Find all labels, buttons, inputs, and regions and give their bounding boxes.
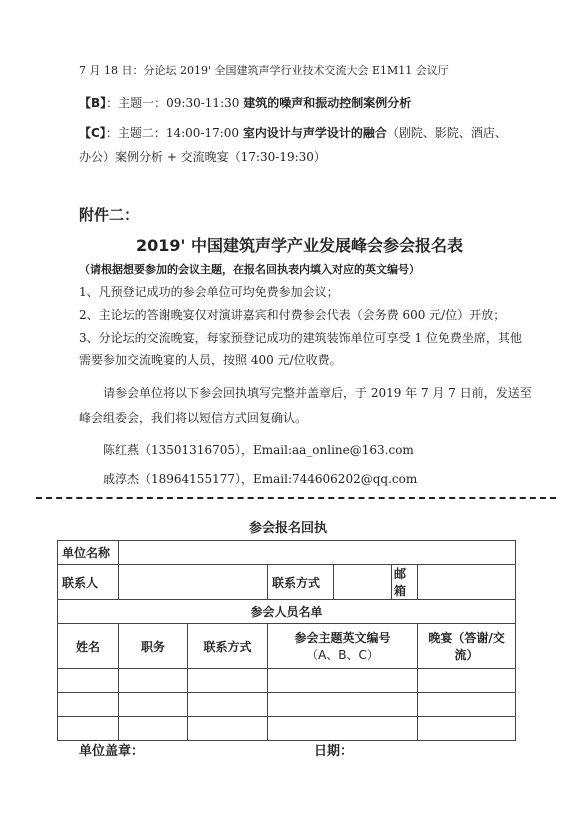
attachment-title: 2019' 中国建筑声学产业发展峰会参会报名表 [136, 236, 464, 255]
contact-method-field[interactable] [334, 565, 392, 600]
attendee-dinner-cell[interactable] [418, 693, 516, 717]
form-row-columns [58, 624, 516, 669]
attendee-topic-cell[interactable] [268, 693, 418, 717]
rule-1: 1、凡预登记成功的参会单位可均免费参加会议； [79, 285, 339, 299]
attendee-contact-cell[interactable] [188, 717, 268, 741]
attendees-header: 参会人员名单 [58, 600, 516, 624]
instruction-cont: 峰会组委会，我们将以短信方式回复确认。 [79, 411, 308, 425]
rule-3-cont: 需要参加交流晚宴的人员，按照 400 元/位收费。 [79, 353, 342, 367]
attendee-row [58, 717, 516, 741]
attendee-position-cell[interactable] [119, 669, 188, 693]
attendee-position-cell[interactable] [119, 693, 188, 717]
attendee-name-cell[interactable] [58, 693, 119, 717]
attendee-topic-cell[interactable] [268, 669, 418, 693]
attachment-label: 附件二： [79, 206, 140, 224]
attendee-dinner-cell[interactable] [418, 717, 516, 741]
attendee-name-cell[interactable] [58, 717, 119, 741]
schedule-b-time: ：主题一：09:30-11:30 [106, 96, 244, 110]
contact-person-label: 联系人 [58, 565, 119, 600]
schedule-c-title: 室内设计与声学设计的融合 [242, 126, 387, 140]
attendee-row [58, 693, 516, 717]
bracket-b: 【B】 [79, 96, 107, 110]
col-topic-line2: （A、B、C） [306, 648, 379, 662]
attendee-topic-cell[interactable] [268, 717, 418, 741]
attendee-contact-cell[interactable] [188, 693, 268, 717]
cut-line [36, 497, 556, 499]
attendee-row [58, 669, 516, 693]
form-row-contact [58, 565, 516, 600]
schedule-c-time: ：主题二：14:00-17:00 [105, 126, 243, 140]
contact-person-field[interactable] [119, 565, 268, 600]
bracket-c: 【C】 [79, 126, 106, 140]
col-dinner: 晚宴（答谢/交流） [418, 624, 516, 669]
col-name: 姓名 [58, 624, 119, 669]
col-position: 职务 [119, 624, 188, 669]
attendee-dinner-cell[interactable] [418, 669, 516, 693]
form-title: 参会报名回执 [249, 521, 328, 536]
col-topic-line1: 参会主题英文编号 [294, 631, 391, 645]
seal-label: 单位盖章： [79, 744, 145, 759]
mailbox-field[interactable] [418, 565, 516, 600]
contact-method-label: 联系方式 [268, 565, 334, 600]
attachment-note: （请根据想要参加的会议主题，在报名回执表内填入对应的英文编号） [79, 263, 420, 276]
contact-2: 戚淳杰（18964155177），Email:744606202@qq.com [103, 472, 418, 486]
form-row-unit [58, 541, 516, 565]
unit-name-field[interactable] [119, 541, 516, 565]
schedule-line-1: 7 月 18 日：分论坛 2019' 全国建筑声学行业技术交流大会 E1M11 会议厅 [79, 64, 449, 77]
contact-1: 陈红燕（13501316705），Email:aa_online@163.com [103, 443, 414, 457]
rule-3: 3、分论坛的交流晚宴，每家预登记成功的建筑装饰单位可享受 1 位免费坐席，其他 [79, 331, 522, 345]
date-label: 日期： [314, 744, 354, 759]
schedule-line-c [79, 124, 507, 141]
col-topic [268, 624, 418, 669]
schedule-c-rest: （剧院、影院、酒店、 [386, 126, 507, 140]
mailbox-label-text: 邮箱 [394, 567, 407, 598]
form-row-attendees-header [58, 600, 516, 624]
registration-form [57, 540, 516, 741]
attendee-name-cell[interactable] [58, 669, 119, 693]
unit-name-label: 单位名称 [58, 541, 119, 565]
instruction: 请参会单位将以下参会回执填写完整并盖章后，于 2019 年 7 月 7 日前，发送至 [103, 386, 532, 400]
schedule-b-title: 建筑的噪声和振动控制案例分析 [243, 96, 412, 110]
mailbox-label [392, 565, 418, 600]
rule-2: 2、主论坛的答谢晚宴仅对演讲嘉宾和付费参会代表（会务费 600 元/位）开放； [79, 308, 506, 322]
attendee-position-cell[interactable] [119, 717, 188, 741]
schedule-line-b [79, 94, 411, 111]
schedule-line-c-cont: 办公）案例分析 + 交流晚宴（17:30-19:30） [79, 150, 326, 164]
attendee-contact-cell[interactable] [188, 669, 268, 693]
col-contact: 联系方式 [188, 624, 268, 669]
